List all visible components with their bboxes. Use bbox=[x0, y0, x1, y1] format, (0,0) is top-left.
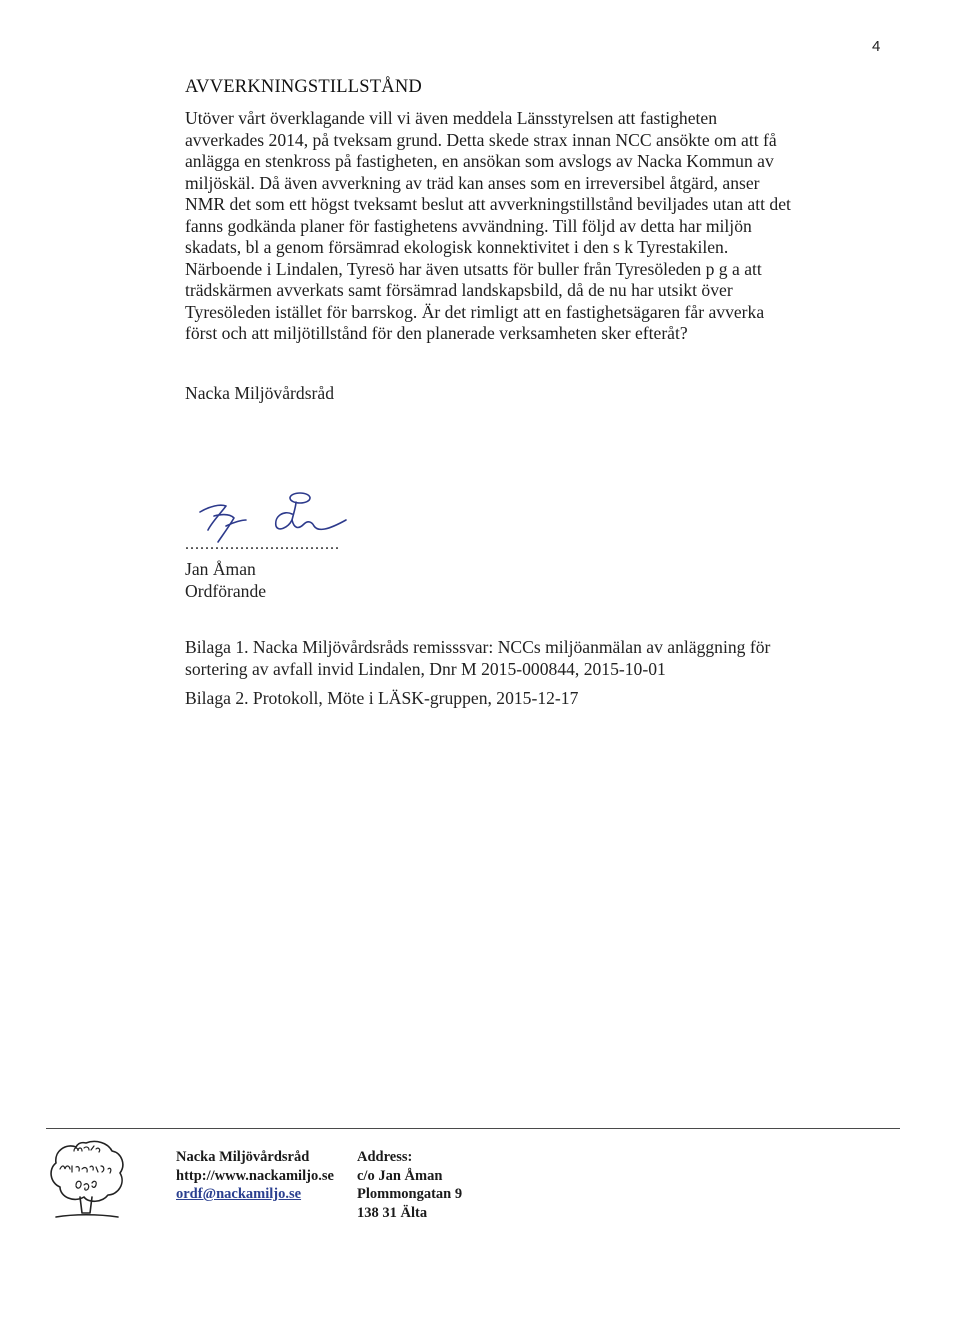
closing-organization: Nacka Miljövårdsråd bbox=[185, 383, 335, 403]
body-paragraph bbox=[185, 108, 840, 345]
section-heading: AVVERKNINGSTILLSTÅND bbox=[185, 77, 422, 97]
paragraph-line: NMR det som ett högst tveksamt beslut att avverkningstillstånd beviljades utan att det bbox=[185, 194, 791, 214]
attachment-line: Bilaga 2. Protokoll, Möte i LÄSK-gruppen, 2015-12-17 bbox=[185, 688, 579, 708]
attachment-item bbox=[185, 688, 835, 710]
organization-logo bbox=[46, 1137, 126, 1223]
footer-address-line: Plommongatan 9 bbox=[357, 1186, 463, 1202]
attachment-item bbox=[185, 637, 835, 680]
paragraph-line: Utöver vårt överklagande vill vi även meddela Länsstyrelsen att fastigheten bbox=[185, 108, 718, 128]
paragraph-line: trädskärmen avverkats samt försämrad landskapsbild, då de nu har utsikt över bbox=[185, 280, 733, 300]
attachments-list bbox=[185, 637, 835, 710]
paragraph-line: avverkades 2014, på tveksam grund. Detta skede strax innan NCC ansökte om att få bbox=[185, 129, 777, 150]
paragraph-line: först och att miljötillstånd för den planerade verksamheten sker efteråt? bbox=[185, 323, 688, 343]
footer-address bbox=[357, 1148, 462, 1222]
footer-address-line: c/o Jan Åman bbox=[357, 1167, 443, 1184]
signer-title: Ordförande bbox=[185, 581, 267, 601]
paragraph-line: skadats, bl a genom försämrad ekologisk konnektivitet i den s k Tyrestakilen. bbox=[185, 237, 729, 257]
signer-name: Jan Åman bbox=[185, 559, 256, 579]
paragraph-line: miljöskäl. Då även avverkning av träd kan anses som en irreversibel åtgärd, anser bbox=[185, 172, 760, 193]
footer-contact bbox=[176, 1148, 334, 1204]
attachment-line: sortering av avfall invid Lindalen, Dnr M 2015-000844, 2015-10-01 bbox=[185, 658, 666, 679]
footer-divider bbox=[46, 1128, 900, 1129]
paragraph-line: fanns godkända planer för fastighetens avvändning. Till följd av detta har miljön bbox=[185, 215, 752, 236]
footer-address-line: 138 31 Älta bbox=[357, 1204, 428, 1221]
signature-dotted-line: ............................... bbox=[185, 536, 340, 553]
paragraph-line: Närboende i Lindalen, Tyresö har även utsatts för buller från Tyresöleden p g a att bbox=[185, 258, 762, 279]
signer-block bbox=[185, 558, 266, 602]
footer-address-label: Address: bbox=[357, 1149, 413, 1165]
footer-website[interactable]: http://www.nackamiljo.se bbox=[176, 1167, 334, 1184]
attachment-line: Bilaga 1. Nacka Miljövårdsråds remisssvar: NCCs miljöanmälan av anläggning för bbox=[185, 637, 771, 657]
paragraph-line: Tyresöleden istället för barrskog. Är det rimligt att en fastighetsägaren får avverka bbox=[185, 301, 765, 322]
page-number: 4 bbox=[872, 38, 881, 55]
paragraph-line: anlägga en stenkross på fastigheten, en ansökan som avslogs av Nacka Kommun av bbox=[185, 151, 774, 171]
footer-org-name: Nacka Miljövårdsråd bbox=[176, 1149, 310, 1165]
footer-email-link[interactable]: ordf@nackamiljo.se bbox=[176, 1186, 302, 1202]
